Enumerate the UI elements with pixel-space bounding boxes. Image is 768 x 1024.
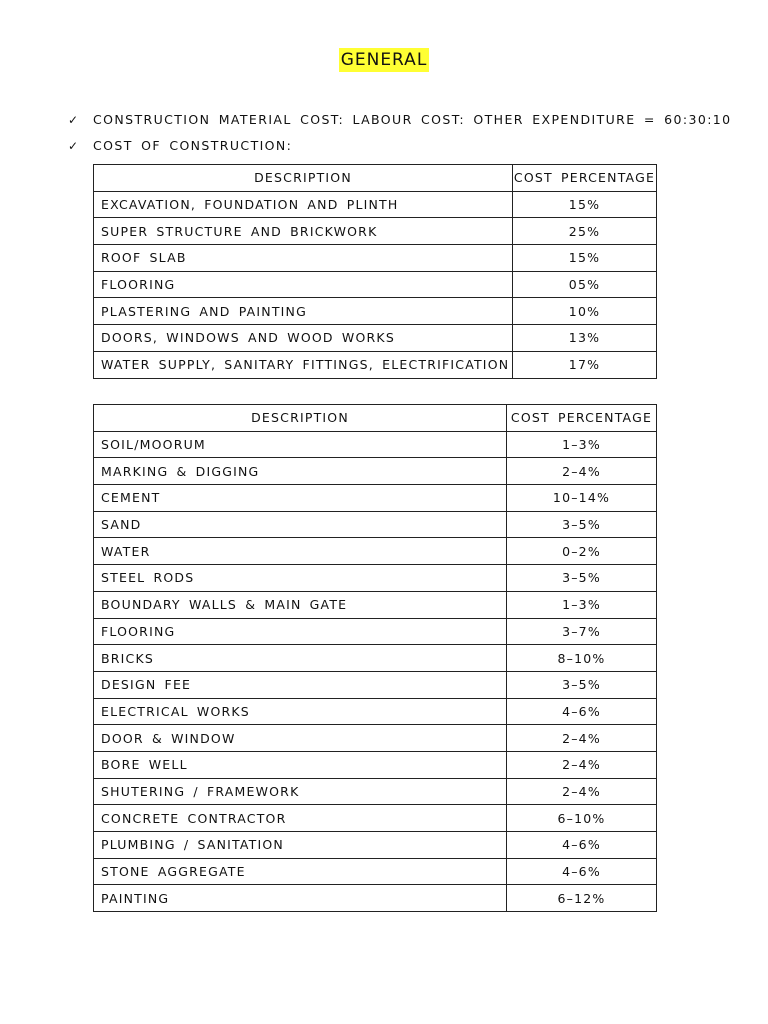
table-row	[94, 458, 657, 485]
table-row	[94, 805, 657, 832]
row-cost-percentage: 2–4%	[507, 725, 657, 752]
row-description: MARKING & DIGGING	[94, 458, 507, 485]
row-description: BRICKS	[94, 645, 507, 672]
row-description: PLASTERING AND PAINTING	[94, 298, 513, 325]
row-cost-percentage: 2–4%	[507, 458, 657, 485]
row-cost-percentage: 10–14%	[507, 485, 657, 512]
table-header-row	[94, 405, 657, 432]
row-description: FLOORING	[94, 618, 507, 645]
row-cost-percentage: 0–2%	[507, 538, 657, 565]
construction-cost-table	[93, 164, 657, 379]
row-description: PAINTING	[94, 885, 507, 912]
row-description: ELECTRICAL WORKS	[94, 698, 507, 725]
row-description: DESIGN FEE	[94, 671, 507, 698]
row-cost-percentage: 2–4%	[507, 751, 657, 778]
row-cost-percentage: 10%	[513, 298, 657, 325]
row-cost-percentage: 3–5%	[507, 565, 657, 592]
checkmark-icon: ✓	[68, 112, 80, 127]
header-description: DESCRIPTION	[94, 405, 507, 432]
row-description: ROOF SLAB	[94, 245, 513, 272]
row-cost-percentage: 8–10%	[507, 645, 657, 672]
material-cost-table	[93, 404, 657, 912]
row-cost-percentage: 05%	[513, 271, 657, 298]
row-description: DOOR & WINDOW	[94, 725, 507, 752]
row-description: SHUTERING / FRAMEWORK	[94, 778, 507, 805]
row-cost-percentage: 1–3%	[507, 591, 657, 618]
row-cost-percentage: 3–5%	[507, 511, 657, 538]
row-description: BORE WELL	[94, 751, 507, 778]
row-description: STONE AGGREGATE	[94, 858, 507, 885]
row-cost-percentage: 4–6%	[507, 832, 657, 859]
table-row	[94, 351, 657, 378]
table-row	[94, 591, 657, 618]
row-cost-percentage: 6–10%	[507, 805, 657, 832]
table-row	[94, 538, 657, 565]
table-row	[94, 858, 657, 885]
row-description: SAND	[94, 511, 507, 538]
table-row	[94, 778, 657, 805]
row-description: BOUNDARY WALLS & MAIN GATE	[94, 591, 507, 618]
table-row	[94, 751, 657, 778]
row-cost-percentage: 15%	[513, 245, 657, 272]
header-cost-percentage: COST PERCENTAGE	[507, 405, 657, 432]
page-title: GENERAL	[340, 50, 428, 70]
row-description: EXCAVATION, FOUNDATION AND PLINTH	[94, 191, 513, 218]
table-row	[94, 671, 657, 698]
row-cost-percentage: 15%	[513, 191, 657, 218]
table-row	[94, 885, 657, 912]
table-row	[94, 618, 657, 645]
bullet-item-cost-of-construction	[68, 138, 292, 153]
row-description: CONCRETE CONTRACTOR	[94, 805, 507, 832]
row-description: SUPER STRUCTURE AND BRICKWORK	[94, 218, 513, 245]
row-cost-percentage: 3–5%	[507, 671, 657, 698]
table-row	[94, 431, 657, 458]
row-cost-percentage: 4–6%	[507, 698, 657, 725]
header-description: DESCRIPTION	[94, 165, 513, 192]
row-cost-percentage: 1–3%	[507, 431, 657, 458]
bullet-item-cost-ratio	[68, 112, 732, 127]
row-cost-percentage: 6–12%	[507, 885, 657, 912]
row-description: PLUMBING / SANITATION	[94, 832, 507, 859]
row-description: WATER SUPPLY, SANITARY FITTINGS, ELECTRIFICATION	[94, 351, 513, 378]
row-description: FLOORING	[94, 271, 513, 298]
table-row	[94, 298, 657, 325]
table-row	[94, 191, 657, 218]
row-cost-percentage: 25%	[513, 218, 657, 245]
row-description: DOORS, WINDOWS AND WOOD WORKS	[94, 325, 513, 352]
table-row	[94, 698, 657, 725]
row-cost-percentage: 3–7%	[507, 618, 657, 645]
row-cost-percentage: 4–6%	[507, 858, 657, 885]
table-row	[94, 271, 657, 298]
table-row	[94, 218, 657, 245]
header-cost-percentage: COST PERCENTAGE	[513, 165, 657, 192]
table-row	[94, 565, 657, 592]
row-description: WATER	[94, 538, 507, 565]
bullet-text: COST OF CONSTRUCTION:	[93, 138, 293, 153]
checkmark-icon: ✓	[68, 138, 80, 153]
row-description: STEEL RODS	[94, 565, 507, 592]
table-row	[94, 725, 657, 752]
row-cost-percentage: 17%	[513, 351, 657, 378]
table-header-row	[94, 165, 657, 192]
table-row	[94, 245, 657, 272]
title-container	[0, 48, 768, 72]
table-row	[94, 645, 657, 672]
row-description: CEMENT	[94, 485, 507, 512]
row-cost-percentage: 13%	[513, 325, 657, 352]
table-row	[94, 511, 657, 538]
table-row	[94, 485, 657, 512]
row-cost-percentage: 2–4%	[507, 778, 657, 805]
table-row	[94, 832, 657, 859]
table-row	[94, 325, 657, 352]
bullet-text: CONSTRUCTION MATERIAL COST: LABOUR COST: OTHER EXPENDITURE = 60:30:10	[93, 112, 732, 127]
row-description: SOIL/MOORUM	[94, 431, 507, 458]
